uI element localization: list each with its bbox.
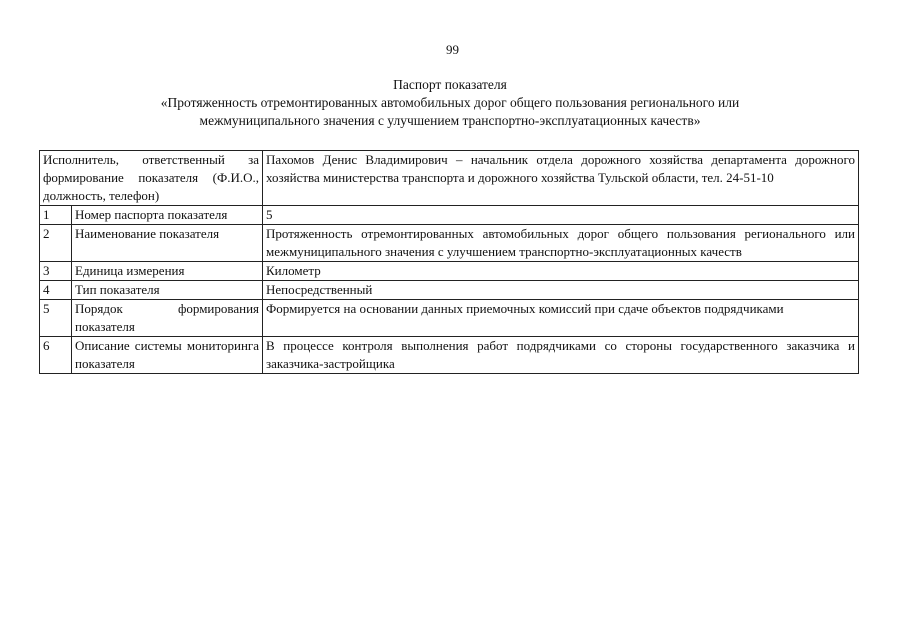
- row-label: Единица измерения: [72, 262, 263, 281]
- row-value: Километр: [263, 262, 859, 281]
- passport-table: [39, 150, 859, 374]
- row-value: Формируется на основании данных приемочных комиссий при сдаче объектов подрядчиками: [263, 300, 859, 337]
- document-title: [40, 76, 860, 130]
- title-line-2: «Протяженность отремонтированных автомобильных дорог общего пользования регионального или: [160, 95, 740, 110]
- row-number: 5: [40, 300, 72, 337]
- table-row: [40, 206, 859, 225]
- executor-label: Исполнитель, ответственный за формирование показателя (Ф.И.О., должность, телефон): [40, 151, 263, 206]
- row-value: Непосредственный: [263, 281, 859, 300]
- title-line-3: межмуниципального значения с улучшением транспортно-эксплуатационных качеств»: [199, 113, 701, 128]
- table-row: [40, 300, 859, 337]
- table-row: [40, 225, 859, 262]
- row-value: В процессе контроля выполнения работ подрядчиками со стороны государственного заказчика и заказчика-застройщика: [263, 337, 859, 374]
- row-number: 4: [40, 281, 72, 300]
- row-number: 6: [40, 337, 72, 374]
- table-row: [40, 337, 859, 374]
- row-label: Тип показателя: [72, 281, 263, 300]
- row-label: Номер паспорта показателя: [72, 206, 263, 225]
- row-number: 2: [40, 225, 72, 262]
- row-number: 1: [40, 206, 72, 225]
- page-number: 99: [446, 42, 459, 57]
- table-header-row: [40, 151, 859, 206]
- table-row: [40, 281, 859, 300]
- row-label: Порядок формирования показателя: [72, 300, 263, 337]
- row-label: Описание системы мониторинга показателя: [72, 337, 263, 374]
- row-value: Протяженность отремонтированных автомобильных дорог общего пользования регионального или межмуниципального значения с улучшением транспортно-эксплуатационных качеств: [263, 225, 859, 262]
- row-number: 3: [40, 262, 72, 281]
- table-row: [40, 262, 859, 281]
- title-line-1: Паспорт показателя: [393, 77, 507, 92]
- executor-value: Пахомов Денис Владимирович – начальник отдела дорожного хозяйства департамента дорожного хозяйства министерства транспорта и дорожного хозяйства Тульской области, тел. 24-51-10: [263, 151, 859, 206]
- row-label: Наименование показателя: [72, 225, 263, 262]
- row-value: 5: [263, 206, 859, 225]
